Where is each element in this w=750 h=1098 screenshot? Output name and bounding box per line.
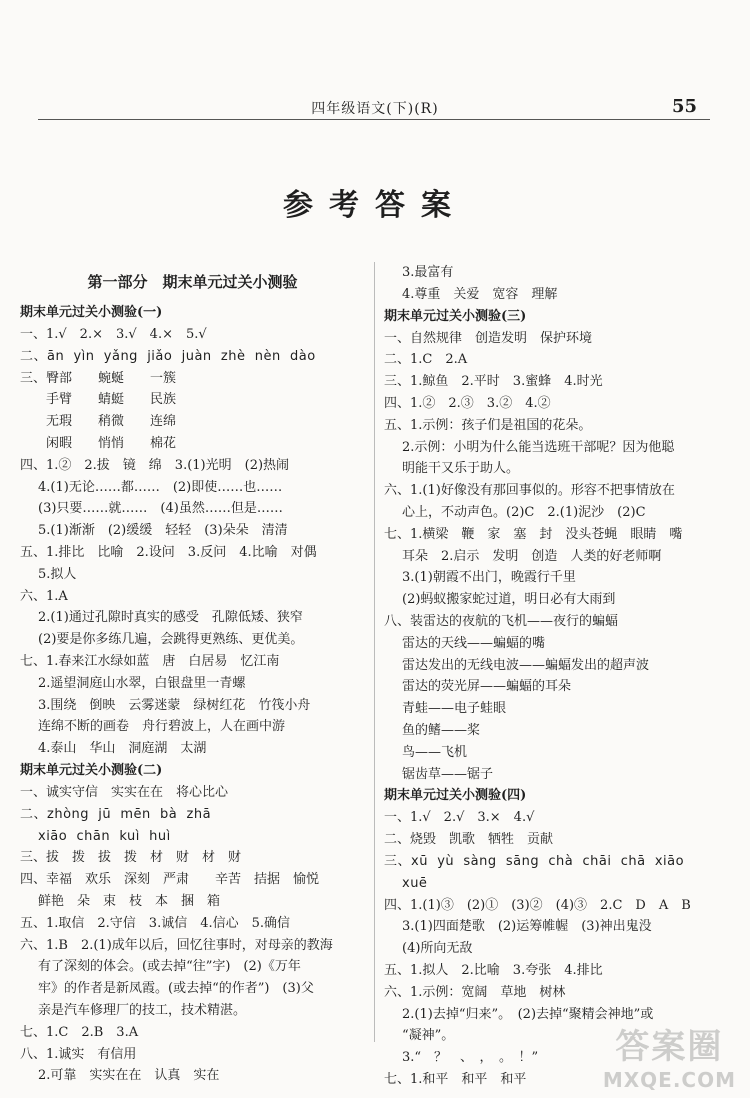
answer-line: 青蛙——电子蛙眼 bbox=[402, 701, 507, 717]
answer-line: 五、1.排比 比喻 2.设问 3.反问 4.比喻 对偶 bbox=[20, 544, 317, 560]
answer-line: 二、烧毁 凯歌 牺牲 贡献 bbox=[384, 832, 554, 848]
watermark-line2: MXQE.COM bbox=[602, 1068, 736, 1092]
watermark-line1: 答案圈 bbox=[615, 1027, 724, 1067]
answer-line: 二、ān yìn yǎng jiǎo juàn zhè nèn dào bbox=[20, 348, 316, 364]
answer-line: 耳朵 2.启示 发明 创造 人类的好老师啊 bbox=[402, 548, 662, 564]
answer-line: 七、1.C 2.B 3.A bbox=[20, 1024, 139, 1040]
answer-line: 2.遥望洞庭山水翠，白银盘里一青螺 bbox=[38, 675, 246, 691]
answer-line: 七、1.和平 和平 和平 bbox=[384, 1071, 527, 1087]
answer-line: 三、臀部 蜿蜒 一簇 bbox=[20, 370, 177, 386]
answer-line: 五、1.示例：孩子们是祖国的花朵。 bbox=[384, 417, 592, 433]
part-title: 第一部分 期末单元过关小测验 bbox=[87, 273, 298, 291]
answer-line: 八、1.诚实 有信用 bbox=[20, 1046, 137, 1062]
answer-line: 二、1.C 2.A bbox=[384, 352, 468, 368]
answer-line: (2)要是你多练几遍，会跳得更熟练、更优美。 bbox=[38, 632, 304, 648]
answer-line: 五、1.拟人 2.比喻 3.夸张 4.排比 bbox=[384, 962, 603, 978]
page-title: 参考答案 bbox=[283, 188, 467, 223]
answer-line: 2.可靠 实实在在 认真 实在 bbox=[38, 1068, 220, 1084]
page-number: 55 bbox=[672, 96, 698, 117]
section-title: 期末单元过关小测验(二) bbox=[20, 762, 163, 778]
answer-line: 4.尊重 关爱 宽容 理解 bbox=[402, 286, 558, 302]
answer-line: 亲是汽车修理厂的技工，技术精湛。 bbox=[38, 1002, 247, 1018]
answer-line: 3.最富有 bbox=[402, 265, 454, 280]
answer-line: 连绵不断的画卷 舟行碧波上，人在画中游 bbox=[38, 719, 286, 735]
answer-line: 3.围绕 倒映 云雾迷蒙 绿树红花 竹筏小舟 bbox=[38, 697, 311, 713]
answer-line: 2.示例：小明为什么能当选班干部呢？因为他聪 bbox=[402, 439, 675, 455]
left-column bbox=[20, 262, 365, 1087]
answer-line: 手臂 蜻蜓 民族 bbox=[20, 392, 177, 408]
answer-line: 有了深刻的体会。(或去掉“往”字) (2)《万年 bbox=[38, 959, 301, 975]
section-title: 期末单元过关小测验(一) bbox=[20, 305, 163, 320]
answer-line: 2.(1)通过孔隙时真实的感受 孔隙低矮、狭窄 bbox=[38, 610, 303, 626]
answer-line: 雷达的荧光屏——蝙蝠的耳朵 bbox=[402, 679, 572, 695]
answer-line: 七、1.春来江水绿如蓝 唐 白居易 忆江南 bbox=[20, 653, 280, 669]
answer-line: xiāo chān kuì huì bbox=[38, 828, 171, 844]
answer-line: 六、1.A bbox=[20, 588, 68, 604]
answer-line: 八、装雷达的夜航的飞机——夜行的蝙蝠 bbox=[384, 613, 619, 629]
answer-line: 四、1.② 2.拔 镜 绵 3.(1)光明 (2)热闹 bbox=[20, 457, 290, 473]
answer-line: 鲜艳 朵 束 枝 本 捆 箱 bbox=[38, 893, 221, 909]
answer-line: 无瑕 稍微 连绵 bbox=[20, 414, 177, 430]
answer-line: 五、1.取信 2.守信 3.诚信 4.信心 5.确信 bbox=[20, 915, 291, 931]
answer-line: 3.(1)四面楚歌 (2)运筹帷幄 (3)神出鬼没 bbox=[402, 919, 652, 935]
answer-line: 七、1.横梁 鞭 家 塞 封 没头苍蝇 眼睛 嘴 bbox=[384, 526, 683, 542]
answer-line: 明能干又乐于助人。 bbox=[402, 461, 520, 477]
answer-line: 六、1.B 2.(1)成年以后，回忆往事时，对母亲的教海 bbox=[20, 937, 333, 953]
answer-line: 一、1.√ 2.× 3.√ 4.× 5.√ bbox=[20, 327, 207, 342]
answer-line: 四、1.(1)③ (2)① (3)② (4)③ 2.C D A B bbox=[384, 897, 691, 913]
answer-line: 闲暇 悄悄 棉花 bbox=[20, 435, 177, 451]
answer-line: 2.(1)去掉“归来”。 (2)去掉“聚精会神地”或 bbox=[402, 1006, 654, 1022]
answer-line: 一、1.√ 2.√ 3.× 4.√ bbox=[384, 810, 535, 826]
answer-line: 六、1.示例：宽阔 草地 树林 bbox=[384, 984, 566, 1000]
answer-line: 锯齿草——锯子 bbox=[402, 766, 494, 782]
answer-line: 四、1.② 2.③ 3.② 4.② bbox=[384, 395, 551, 411]
answer-line: 4.(1)无论……都…… (2)即使……也…… bbox=[38, 479, 283, 495]
answer-line: (4)所向无敌 bbox=[402, 941, 473, 957]
answer-line: 5.拟人 bbox=[38, 566, 77, 582]
answer-line: 鱼的鳍——桨 bbox=[402, 722, 481, 738]
watermark-logo bbox=[603, 1019, 736, 1092]
answer-line: (3)只要……就…… (4)虽然……但是…… bbox=[38, 501, 283, 517]
header-rule bbox=[38, 119, 710, 120]
answer-line: 鸟——飞机 bbox=[402, 744, 468, 760]
section-title: 期末单元过关小测验(三) bbox=[384, 308, 527, 324]
answer-line: 四、幸福 欢乐 深刻 严肃 辛苦 拮据 愉悦 bbox=[20, 872, 320, 888]
answer-line: 4.泰山 华山 洞庭湖 太湖 bbox=[38, 741, 207, 757]
answer-line: 三、xū yù sàng sāng chà chāi chā xiāo bbox=[384, 853, 685, 869]
column-divider bbox=[374, 262, 375, 1042]
right-column bbox=[384, 262, 734, 1091]
answer-line: 六、1.(1)好像没有那回事似的。形容不把事情放在 bbox=[384, 483, 675, 499]
answer-line: xuē bbox=[402, 875, 428, 891]
answer-line: 三、拔 拨 拔 拨 材 财 材 财 bbox=[20, 850, 242, 866]
answer-line: 雷达发出的无线电波——蝙蝠发出的超声波 bbox=[402, 657, 650, 673]
running-title: 四年级语文(下)(R) bbox=[311, 101, 439, 117]
answer-line: 3.“ ？ 、 ， 。 ！” bbox=[402, 1050, 539, 1066]
section-title: 期末单元过关小测验(四) bbox=[384, 788, 527, 804]
answer-line: 3.(1)朝霞不出门，晚霞行千里 bbox=[402, 570, 576, 586]
answer-line: 牢》的作者是新凤霞。(或去掉“的作者”) (3)父 bbox=[38, 981, 314, 997]
answer-line: 三、1.鲸鱼 2.平时 3.蜜蜂 4.时光 bbox=[384, 374, 603, 390]
answer-line: 雷达的天线——蝙蝠的嘴 bbox=[402, 635, 546, 651]
answer-line: 心上，不动声色。(2)C 2.(1)泥沙 (2)C bbox=[402, 504, 646, 520]
answer-line: (2)蚂蚁搬家蛇过道，明日必有大雨到 bbox=[402, 592, 616, 608]
answer-line: 二、zhòng jū mēn bà zhā bbox=[20, 806, 212, 822]
answer-line: 一、自然规律 创造发明 保护环境 bbox=[384, 330, 593, 346]
answer-line: 5.(1)渐渐 (2)缓缓 轻轻 (3)朵朵 清清 bbox=[38, 523, 288, 539]
answer-line: 一、诚实守信 实实在在 将心比心 bbox=[20, 784, 229, 800]
answer-line: “凝神”。 bbox=[402, 1028, 455, 1044]
